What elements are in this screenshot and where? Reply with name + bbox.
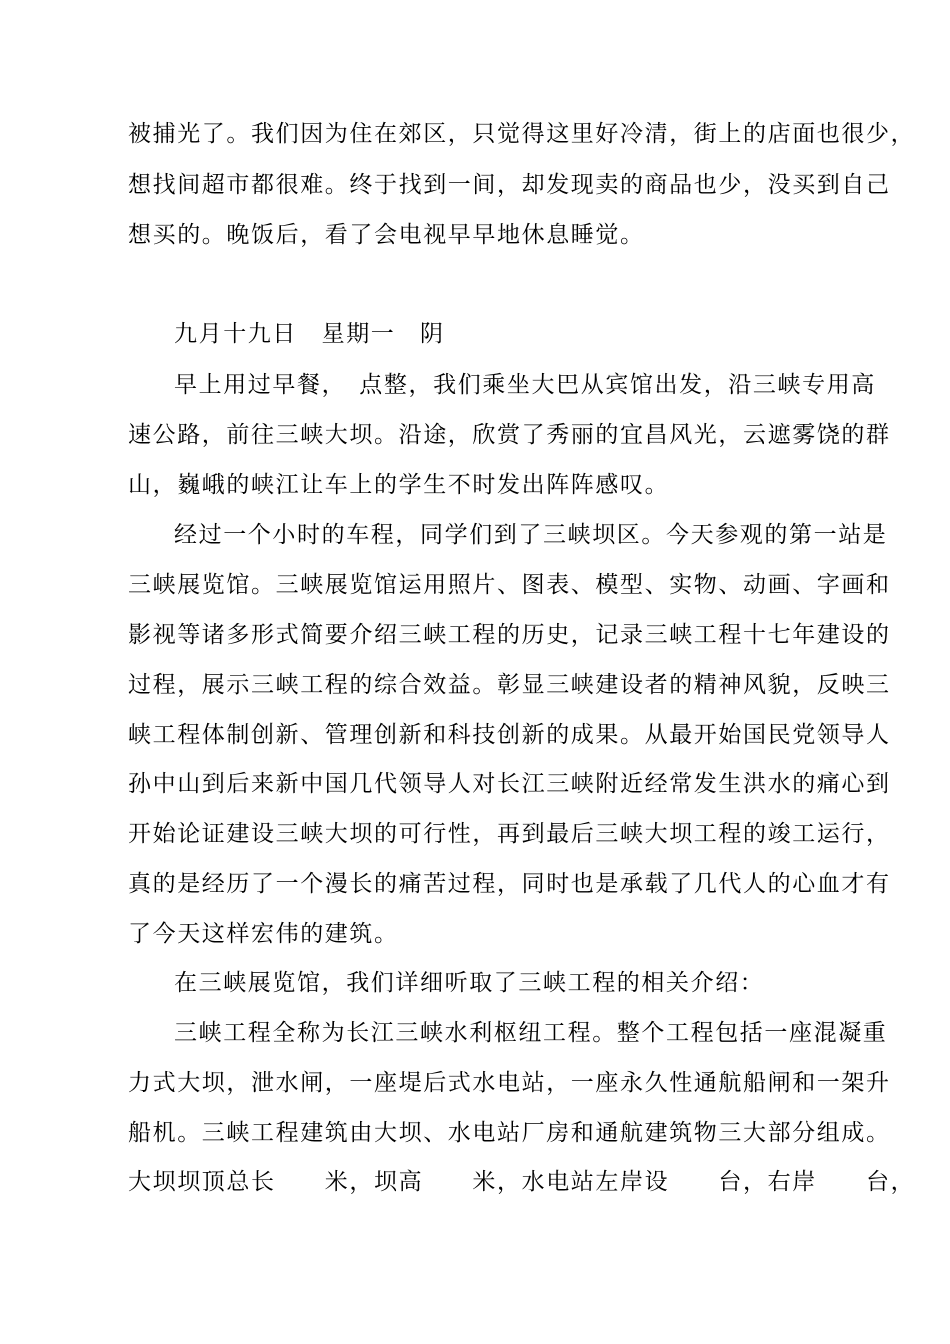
text-line-20: 船机。三峡工程建筑由大坝、水电站厂房和通航建筑物三大部分组成。 <box>128 1120 891 1146</box>
text-line-18: 三峡工程全称为长江三峡水利枢纽工程。整个工程包括一座混凝重 <box>174 1020 888 1046</box>
text-line-6: 速公路，前往三峡大坝。沿途，欣赏了秀丽的宜昌风光，云遮雾饶的群 <box>128 422 891 448</box>
text-line-7: 山，巍峨的峡江让车上的学生不时发出阵阵感叹。 <box>128 472 670 498</box>
text-line-2: 想找间超市都很难。终于找到一间，却发现卖的商品也少，没买到自己 <box>128 172 891 198</box>
text-line-1: 被捕光了。我们因为住在郊区，只觉得这里好冷清，街上的店面也很少， <box>128 121 916 147</box>
text-line-21: 大坝坝顶总长 米，坝高 米，水电站左岸设 台，右岸 台， <box>128 1169 916 1195</box>
text-line-8: 经过一个小时的车程，同学们到了三峡坝区。今天参观的第一站是 <box>174 522 888 548</box>
text-line-5: 早上用过早餐， 点整，我们乘坐大巴从宾馆出发，沿三峡专用高 <box>174 372 876 398</box>
text-line-16: 了今天这样宏伟的建筑。 <box>128 921 399 947</box>
text-line-13: 孙中山到后来新中国几代领导人对长江三峡附近经常发生洪水的痛心到 <box>128 771 891 797</box>
text-line-14: 开始论证建设三峡大坝的可行性，再到最后三峡大坝工程的竣工运行， <box>128 821 891 847</box>
date-heading: 九月十九日 星期一 阴 <box>174 321 445 347</box>
text-line-15: 真的是经历了一个漫长的痛苦过程，同时也是承载了几代人的心血才有 <box>128 871 891 897</box>
text-line-19: 力式大坝，泄水闸，一座堤后式水电站，一座永久性通航船闸和一架升 <box>128 1070 891 1096</box>
text-line-17: 在三峡展览馆，我们详细听取了三峡工程的相关介绍： <box>174 970 765 996</box>
text-line-12: 峡工程体制创新、管理创新和科技创新的成果。从最开始国民党领导人 <box>128 722 891 748</box>
text-line-9: 三峡展览馆。三峡展览馆运用照片、图表、模型、实物、动画、字画和 <box>128 572 891 598</box>
text-line-11: 过程，展示三峡工程的综合效益。彰显三峡建设者的精神风貌，反映三 <box>128 672 891 698</box>
text-line-3: 想买的。晚饭后，看了会电视早早地休息睡觉。 <box>128 222 645 248</box>
text-line-10: 影视等诸多形式简要介绍三峡工程的历史，记录三峡工程十七年建设的 <box>128 622 891 648</box>
